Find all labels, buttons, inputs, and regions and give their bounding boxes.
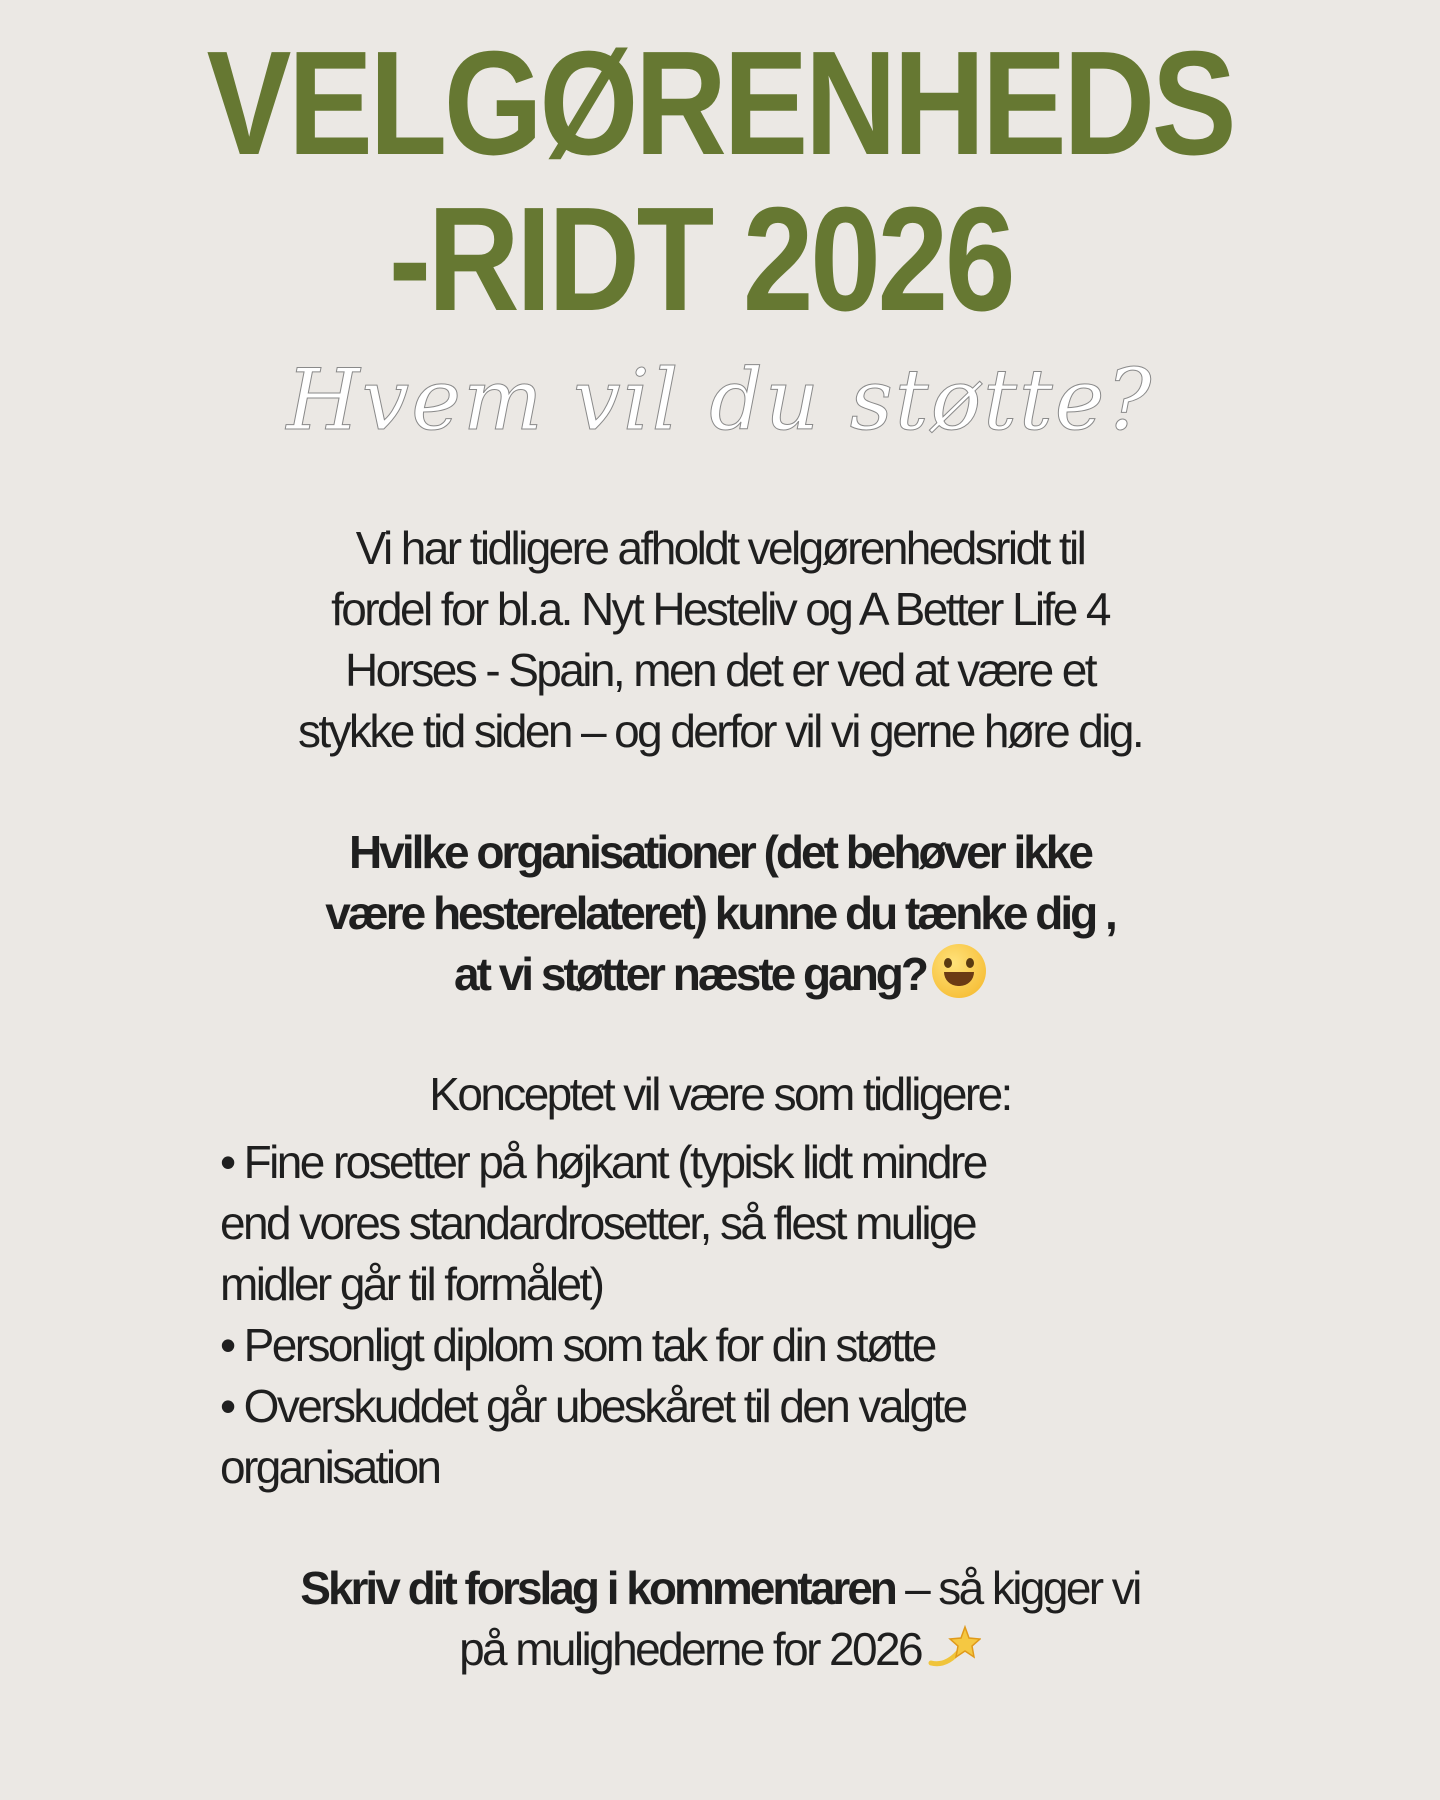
concept-heading-text: Konceptet vil være som tidligere: (429, 1068, 1011, 1120)
question-line: at vi støtter næste gang? (454, 948, 926, 1000)
cta-line-2 (0, 1619, 1440, 1680)
call-to-action (0, 1558, 1440, 1680)
concept-line: • Fine rosetter på højkant (typisk lidt mindre (220, 1136, 986, 1188)
concept-list (220, 1132, 986, 1498)
question-line: være hesterelateret) kunne du tænke dig , (325, 887, 1115, 939)
intro-line: Horses - Spain, men det er ved at være et (345, 644, 1095, 696)
question-line-last (0, 944, 1440, 1005)
question-line: Hvilke organisationer (det behøver ikke (349, 826, 1091, 878)
cta-bold: Skriv dit forslag i kommentaren (300, 1562, 895, 1614)
concept-line: end vores standardrosetter, så flest mulige (220, 1197, 975, 1249)
dizzy-star-icon (927, 1623, 981, 1671)
cta-line-1 (0, 1558, 1440, 1619)
title-line-2 (0, 177, 1420, 342)
cta-rest: – så kigger vi (894, 1562, 1140, 1614)
title-text-1: VELGØRENHEDS (206, 21, 1234, 186)
concept-heading (0, 1064, 1440, 1125)
title-line-1 (0, 21, 1440, 186)
intro-line: stykke tid siden – og derfor vil vi gerne høre dig. (297, 705, 1143, 757)
concept-line: • Personligt diplom som tak for din støtte (220, 1319, 935, 1371)
question-paragraph (0, 822, 1440, 1005)
concept-line: organisation (220, 1441, 440, 1493)
concept-line: • Overskuddet går ubeskåret til den valgte (220, 1380, 966, 1432)
intro-line: fordel for bl.a. Nyt Hesteliv og A Better Life 4 (331, 583, 1109, 635)
intro-paragraph (0, 518, 1440, 762)
title-text-2: -RIDT 2026 (388, 177, 1012, 342)
intro-line: Vi har tidligere afholdt velgørenhedsridt til (355, 522, 1085, 574)
script-subtitle: Hvem vil du støtte? (286, 351, 1154, 449)
grinning-face-icon (932, 944, 986, 998)
concept-line: midler går til formålet) (220, 1258, 603, 1310)
cta-line-2-text: på mulighederne for 2026 (459, 1623, 921, 1675)
